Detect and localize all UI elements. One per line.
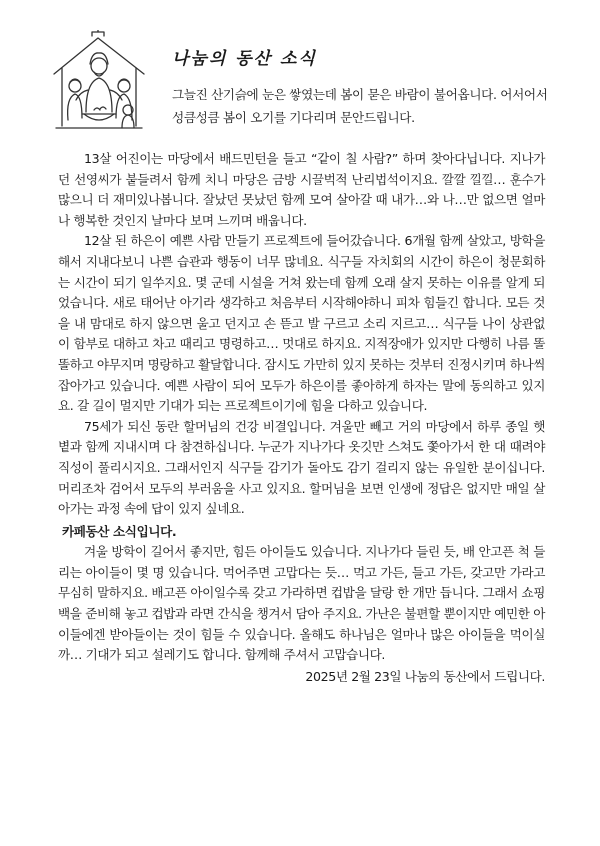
- cafe-section-heading: 카페동산 소식입니다.: [62, 523, 177, 539]
- intro-greeting: 그늘진 산기슭에 눈은 쌓였는데 봄이 묻은 바람이 불어옵니다. 어서어서 성큼성큼 봄이 오기를 기다리며 문안드립니다.: [172, 87, 548, 125]
- paragraph-eojin: 13살 어진이는 마당에서 배드민턴을 들고 “같이 칠 사람?” 하며 찾아다닙니다. 지나가던 선영씨가 붙들려서 함께 치니 마당은 금방 시끌벅적 난리법석이지요. 깔깔 낄낄… 훈수가 많으니 더 재미있나봅니다. 잘났던 못났던 함께 모여 살아갈 때 내가…와 나…만 없으면 얼마나 행복한 것인지 날마다 보며 느끼며 배웁니다.: [58, 151, 545, 228]
- paragraph-grandmother: 75세가 되신 동란 할머님의 건강 비결입니다. 겨울만 빼고 거의 마당에서 하루 종일 햇볕과 함께 지내시며 다 참견하십니다. 누군가 지나가다 옷깃만 스쳐도 쫓아가서 한 대 때려야 직성이 풀리시지요. 그래서인지 식구들 감기가 돌아도 감기 걸리지 않는 유일한 분이십니다. 머리조차 검어서 모두의 부러움을 사고 있지요. 할머님을 보면 인생에 정답은 없지만 매일 살아가는 과정 속에 답이 있지 싶네요.: [58, 418, 545, 517]
- paragraph-cafe: 겨울 방학이 길어서 좋지만, 힘든 아이들도 있습니다. 지나가다 들린 듯, 배 안고픈 척 들리는 아이들이 몇 명 있습니다. 먹어주면 고맙다는 듯… 먹고 가든, 들고 가든, 갖고만 가라고 무심히 말하지요. 배고픈 아이일수록 갖고 가라하면 컵밥을 달랑 한 개만 듭니다. 그래서 쇼핑백을 준비해 놓고 컵밥과 라면 간식을 챙겨서 담아 주지요. 가난은 불편할 뿐이지만 예민한 아이들에겐 받아들이는 것이 힘들 수 있습니다. 올해도 하나님은 얼마나 많은 아이들을 먹이실까… 기대가 되고 설레기도 합니다. 함께해 주셔서 고맙습니다.: [58, 544, 545, 663]
- paragraph-haeun: 12살 된 하은이 예쁜 사람 만들기 프로젝트에 들어갔습니다. 6개월 함께 살았고, 방학을 해서 지내다보니 나쁜 습관과 행동이 너무 많네요. 식구들 자치회의 시간이 하은이 청문회하는 시간이 되기 일쑤지요. 몇 군데 시설을 거쳐 왔는데 함께 오래 살지 못하는 이유를 알게 되었습니다. 새로 태어난 아기라 생각하고 처음부터 시작해야하니 피차 힘들긴 합니다. 모든 것을 내 맘대로 하지 않으면 울고 던지고 손 뜯고 발 구르고 소리 지르고… 식구들 나이 상관없이 함부로 대하고 차고 때리고 명령하고… 멋대로 하지요. 지적장애가 있지만 다행히 나름 똘똘하고 야무지며 명랑하고 활달합니다. 잠시도 가만히 있지 못하는 것부터 진정시키며 하나씩 잡아가고 있습니다. 예쁜 사람이 되어 모두가 하은이를 좋아하게 하자는 말에 동의하고 있지요. 갈 길이 멀지만 기대가 되는 프로젝트이기에 힘을 다하고 있습니다.: [58, 233, 545, 414]
- newsletter-body: [58, 149, 545, 687]
- newsletter-title: 나눔의 동산 소식: [172, 49, 317, 69]
- signature-line: 2025년 2월 23일 나눔의 동산에서 드립니다.: [305, 668, 545, 684]
- family-with-jesus-house-icon: [48, 30, 150, 134]
